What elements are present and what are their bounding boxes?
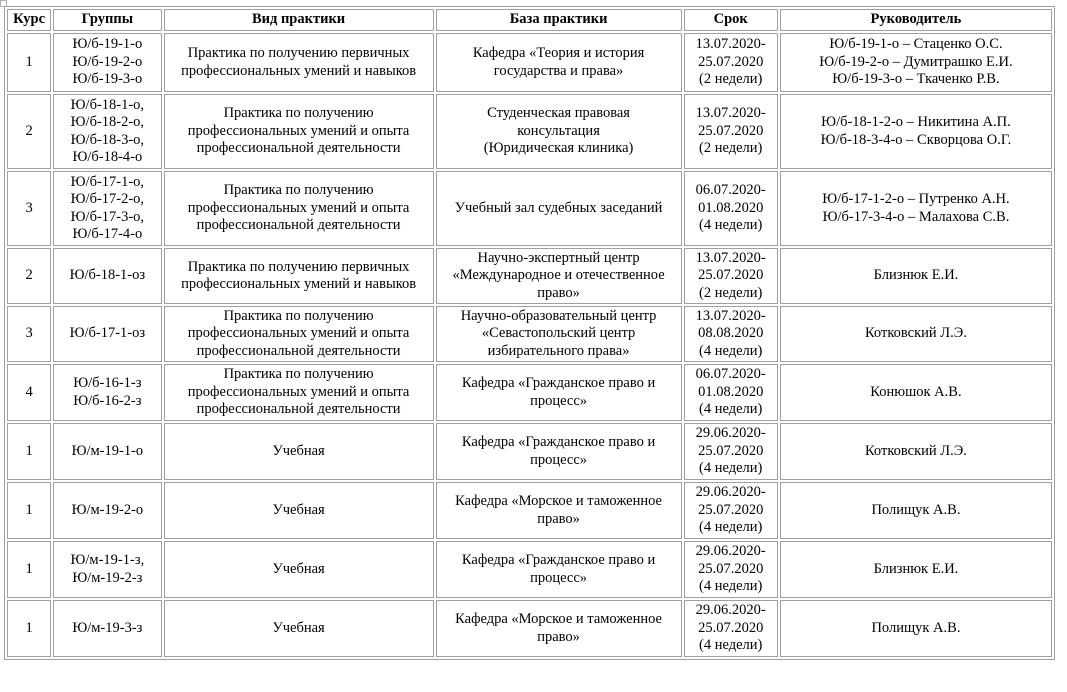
table-row	[7, 306, 1052, 362]
period-line: 06.07.2020-	[695, 366, 766, 383]
groups-cell	[53, 248, 161, 304]
base-line: процесс»	[530, 451, 588, 468]
groups-cell	[53, 306, 161, 362]
base-line: процесс»	[530, 569, 588, 586]
leader-cell	[780, 600, 1052, 657]
table-row	[7, 364, 1052, 421]
practice-type-line: профессиональных умений и опыта	[187, 383, 410, 400]
header-leader: Руководитель	[780, 9, 1052, 31]
base-line: Кафедра «Теория и история	[472, 45, 645, 61]
groups-line: Ю/б-18-1-о,	[70, 96, 145, 113]
period-line: 13.07.2020-	[695, 105, 766, 122]
base-cell	[436, 482, 682, 539]
practice-type-line: Учебная	[272, 560, 325, 577]
leader-line: Ю/б-19-3-о – Ткаченко Р.В.	[832, 71, 1000, 88]
practice-type-line: профессиональных умений и навыков	[181, 62, 417, 79]
base-line: Студенческая правовая	[487, 105, 630, 122]
period-line: 01.08.2020	[698, 199, 764, 216]
table-row	[7, 94, 1052, 169]
course-cell: 2	[7, 94, 51, 169]
leader-cell	[780, 482, 1052, 539]
practice-type-line: профессиональных умений и опыта	[187, 122, 410, 139]
groups-line: Ю/б-19-3-о	[72, 71, 143, 88]
period-cell	[684, 248, 778, 304]
period-line: 25.07.2020	[698, 442, 764, 459]
table-row	[7, 248, 1052, 304]
header-practice-type: Вид практики	[164, 9, 434, 31]
course-cell: 2	[7, 248, 51, 304]
period-cell	[684, 171, 778, 246]
base-line: право»	[537, 510, 580, 527]
practice-type-line: профессиональных умений и опыта	[187, 325, 410, 342]
groups-line: Ю/б-19-1-о	[72, 36, 143, 53]
period-line: (4 недели)	[699, 217, 763, 234]
period-line: 29.06.2020-	[695, 484, 766, 501]
period-line: 29.06.2020-	[695, 425, 766, 442]
leader-cell	[780, 248, 1052, 304]
period-cell	[684, 541, 778, 598]
header-groups: Группы	[53, 9, 161, 31]
groups-line: Ю/б-18-3-о,	[70, 131, 145, 148]
period-line: 13.07.2020-	[695, 307, 766, 324]
practice-type-cell	[164, 33, 434, 92]
practice-schedule-table	[4, 6, 1055, 660]
period-line: (2 недели)	[699, 284, 763, 301]
practice-type-cell	[164, 600, 434, 657]
groups-cell	[53, 423, 161, 480]
period-line: (4 недели)	[699, 519, 763, 536]
groups-cell	[53, 600, 161, 657]
base-line: (Юридическая клиника)	[483, 140, 634, 157]
groups-line: Ю/б-17-4-о	[72, 226, 143, 242]
leader-cell	[780, 364, 1052, 421]
groups-line: Ю/б-18-4-о	[72, 149, 143, 165]
practice-type-line: Учебная	[272, 501, 325, 518]
leader-cell	[780, 306, 1052, 362]
table-row	[7, 482, 1052, 539]
leader-cell	[780, 423, 1052, 480]
groups-line: Ю/м-19-1-о	[71, 442, 144, 459]
leader-cell	[780, 33, 1052, 92]
groups-cell	[53, 94, 161, 169]
practice-type-line: профессиональной деятельности	[196, 217, 401, 234]
groups-line: Ю/б-19-2-о	[72, 53, 143, 70]
base-line: право»	[537, 628, 580, 645]
practice-type-line: Практика по получению первичных	[187, 258, 410, 275]
practice-type-cell	[164, 306, 434, 362]
header-course: Курс	[7, 9, 51, 31]
period-line: 29.06.2020-	[695, 543, 766, 560]
base-line: Кафедра «Морское и таможенное	[455, 493, 662, 509]
period-line: 06.07.2020-	[695, 182, 766, 199]
practice-type-cell	[164, 482, 434, 539]
period-line: 13.07.2020-	[695, 36, 766, 53]
table-row	[7, 541, 1052, 598]
leader-line: Котковский Л.Э.	[864, 442, 967, 459]
course-cell: 1	[7, 482, 51, 539]
period-line: (2 недели)	[699, 140, 763, 157]
practice-type-cell	[164, 423, 434, 480]
groups-line: Ю/м-19-2-з	[72, 569, 143, 586]
period-cell	[684, 364, 778, 421]
practice-type-line: Практика по получению	[223, 182, 374, 199]
practice-type-line: профессиональной деятельности	[196, 401, 401, 418]
practice-type-line: Практика по получению	[223, 105, 374, 122]
base-line: «Севастопольский центр	[481, 325, 636, 342]
course-cell: 1	[7, 541, 51, 598]
groups-line: Ю/б-17-3-о,	[70, 208, 145, 225]
base-line: Кафедра «Гражданское право и	[461, 552, 656, 568]
groups-line: Ю/б-18-2-о,	[70, 114, 145, 130]
base-cell	[436, 33, 682, 92]
leader-line: Близнюк Е.И.	[873, 267, 959, 284]
practice-type-line: профессиональной деятельности	[196, 140, 401, 157]
period-cell	[684, 94, 778, 169]
leader-line: Ю/б-19-2-о – Думитрашко Е.И.	[819, 53, 1013, 70]
course-cell: 1	[7, 423, 51, 480]
groups-line: Ю/м-19-1-з,	[70, 552, 145, 568]
practice-type-cell	[164, 94, 434, 169]
period-cell	[684, 482, 778, 539]
leader-cell	[780, 171, 1052, 246]
period-line: 01.08.2020	[698, 383, 764, 400]
period-line: 25.07.2020	[698, 560, 764, 577]
base-cell	[436, 423, 682, 480]
course-cell: 1	[7, 33, 51, 92]
groups-cell	[53, 541, 161, 598]
practice-type-line: профессиональных умений и опыта	[187, 199, 410, 216]
base-cell	[436, 94, 682, 169]
groups-line: Ю/м-19-3-з	[72, 619, 143, 636]
base-line: Кафедра «Гражданское право и	[461, 375, 656, 391]
practice-type-line: Учебная	[272, 619, 325, 636]
period-line: 25.07.2020	[698, 619, 764, 636]
table-body	[7, 33, 1052, 657]
base-cell	[436, 248, 682, 304]
practice-type-line: Учебная	[272, 442, 325, 459]
course-cell: 4	[7, 364, 51, 421]
period-line: 29.06.2020-	[695, 602, 766, 619]
base-line: процесс»	[530, 392, 588, 409]
groups-cell	[53, 482, 161, 539]
base-cell	[436, 600, 682, 657]
table-row	[7, 423, 1052, 480]
leader-line: Ю/б-18-1-2-о – Никитина А.П.	[821, 114, 1011, 130]
leader-line: Полищук А.В.	[871, 501, 961, 518]
groups-line: Ю/б-17-1-оз	[69, 325, 146, 342]
practice-type-line: Практика по получению	[223, 366, 374, 383]
groups-line: Ю/б-16-2-з	[73, 392, 142, 409]
base-line: Научно-образовательный центр	[460, 307, 657, 324]
groups-line: Ю/б-18-1-оз	[69, 267, 146, 284]
groups-cell	[53, 171, 161, 246]
table-row	[7, 171, 1052, 246]
period-line: (4 недели)	[699, 637, 763, 654]
base-line: государства и права»	[493, 62, 624, 79]
leader-line: Ю/б-17-3-4-о – Малахова С.В.	[822, 208, 1010, 225]
period-line: 25.07.2020	[698, 501, 764, 518]
base-cell	[436, 364, 682, 421]
period-line: (4 недели)	[699, 578, 763, 595]
base-line: право»	[537, 284, 580, 301]
period-cell	[684, 306, 778, 362]
leader-line: Полищук А.В.	[871, 619, 961, 636]
leader-cell	[780, 541, 1052, 598]
practice-type-line: профессиональной деятельности	[196, 342, 401, 359]
practice-type-line: Практика по получению	[223, 307, 374, 324]
base-line: Кафедра «Морское и таможенное	[455, 611, 662, 627]
period-cell	[684, 33, 778, 92]
period-line: 13.07.2020-	[695, 249, 766, 266]
course-cell: 3	[7, 171, 51, 246]
course-cell: 1	[7, 600, 51, 657]
base-line: избирательного права»	[487, 342, 630, 359]
practice-type-line: профессиональных умений и навыков	[181, 276, 417, 292]
practice-type-cell	[164, 364, 434, 421]
groups-line: Ю/б-17-1-о,	[70, 173, 145, 190]
base-line: Кафедра «Гражданское право и	[461, 434, 656, 450]
leader-line: Ю/б-17-1-2-о – Путренко А.Н.	[822, 191, 1010, 207]
period-line: (2 недели)	[699, 71, 763, 88]
table-row	[7, 600, 1052, 657]
period-cell	[684, 423, 778, 480]
period-line: 25.07.2020	[698, 53, 764, 70]
leader-line: Близнюк Е.И.	[873, 560, 959, 577]
period-line: (4 недели)	[699, 401, 763, 418]
course-cell: 3	[7, 306, 51, 362]
practice-type-line: Практика по получению первичных	[187, 45, 410, 61]
groups-line: Ю/м-19-2-о	[71, 501, 144, 518]
leader-line: Ю/б-18-3-4-о – Скворцова О.Г.	[820, 131, 1012, 148]
table-row	[7, 33, 1052, 92]
period-line: 25.07.2020	[698, 122, 764, 139]
period-line: (4 недели)	[699, 460, 763, 477]
groups-cell	[53, 33, 161, 92]
period-line: 08.08.2020	[698, 325, 764, 342]
base-cell	[436, 171, 682, 246]
base-line: «Международное и отечественное	[452, 267, 665, 284]
period-cell	[684, 600, 778, 657]
groups-cell	[53, 364, 161, 421]
base-cell	[436, 306, 682, 362]
practice-type-cell	[164, 248, 434, 304]
groups-line: Ю/б-16-1-з	[73, 375, 142, 391]
base-line: Учебный зал судебных заседаний	[454, 199, 663, 216]
leader-cell	[780, 94, 1052, 169]
practice-type-cell	[164, 171, 434, 246]
leader-line: Ю/б-19-1-о – Стаценко О.С.	[829, 36, 1003, 53]
practice-type-cell	[164, 541, 434, 598]
base-line: консультация	[517, 122, 600, 139]
groups-line: Ю/б-17-2-о,	[70, 191, 145, 207]
base-line: Научно-экспертный центр	[477, 249, 640, 266]
header-base: База практики	[436, 9, 682, 31]
header-period: Срок	[684, 9, 778, 31]
period-line: 25.07.2020	[698, 267, 764, 284]
leader-line: Конюшок А.В.	[870, 383, 962, 400]
period-line: (4 недели)	[699, 342, 763, 359]
base-cell	[436, 541, 682, 598]
leader-line: Котковский Л.Э.	[864, 325, 967, 342]
header-row	[7, 9, 1052, 31]
